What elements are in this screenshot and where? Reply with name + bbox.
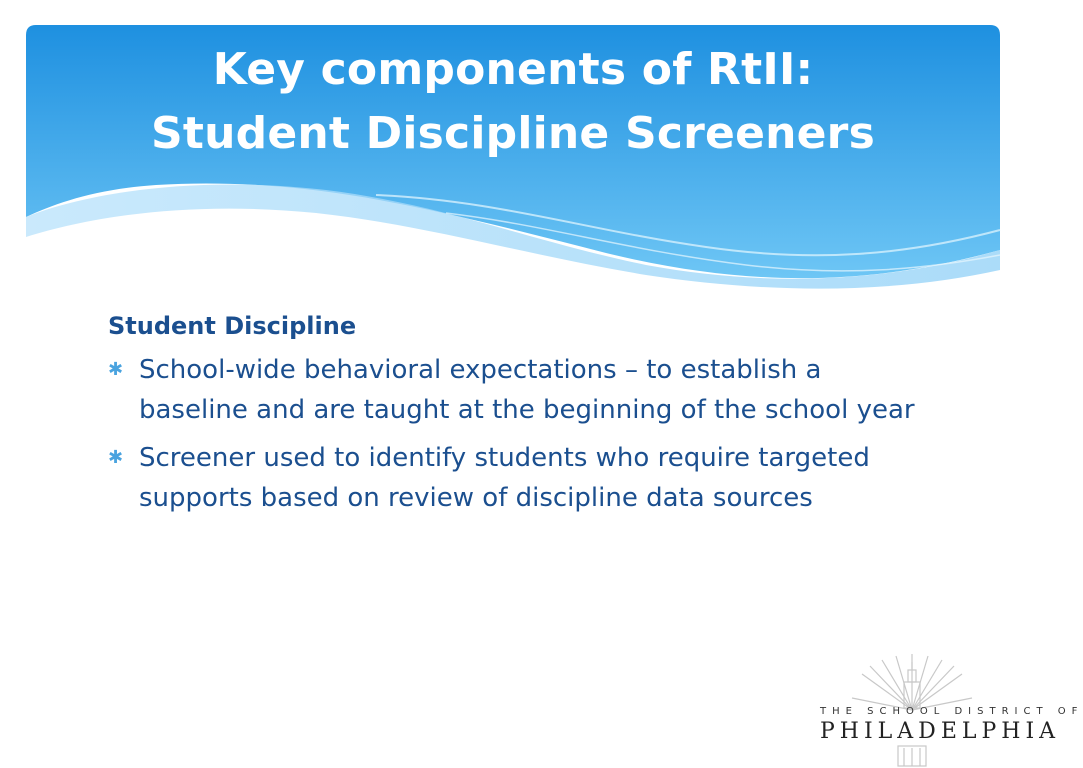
title-line-1: Key components of RtII:	[212, 44, 814, 95]
asterisk-bullet-icon: ✱	[108, 359, 124, 380]
school-district-logo	[812, 650, 1083, 768]
title-line-2: Student Discipline Screeners	[151, 108, 875, 159]
asterisk-bullet-icon: ✱	[108, 447, 124, 468]
slide-content	[108, 308, 928, 526]
bullet-item	[108, 350, 928, 430]
slide-title	[26, 38, 1000, 166]
bullet-list	[108, 350, 928, 518]
section-heading: Student Discipline	[108, 312, 357, 340]
bullet-item	[108, 438, 928, 518]
logo-text-large: PHILADELPHIA	[820, 719, 1061, 744]
bullet-text: Screener used to identify students who require targeted supports based on review of discipline data sources	[139, 443, 870, 513]
logo-text-small: THE SCHOOL DISTRICT OF	[820, 706, 1083, 717]
bullet-text: School-wide behavioral expectations – to establish a baseline and are taught at the beginning of the school year	[139, 355, 915, 425]
